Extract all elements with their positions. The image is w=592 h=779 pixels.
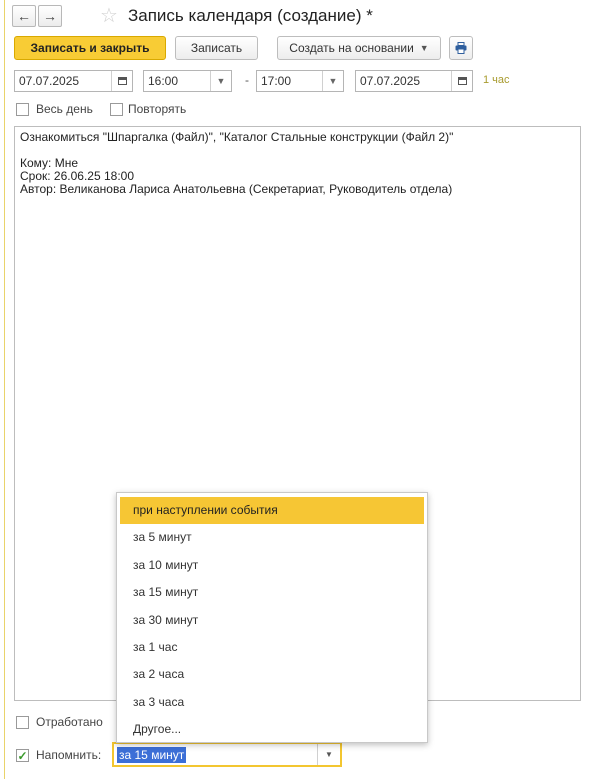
chevron-down-icon: ▼	[419, 43, 429, 53]
remind-checkbox[interactable]	[16, 749, 29, 762]
dropdown-option[interactable]: за 1 час	[133, 639, 178, 654]
dropdown-option[interactable]: при наступлении события	[120, 497, 424, 524]
chevron-down-icon[interactable]: ▼	[210, 71, 231, 91]
chevron-down-icon[interactable]: ▼	[322, 71, 343, 91]
all-day-checkbox[interactable]	[16, 103, 29, 116]
save-label: Записать	[190, 41, 243, 55]
duration-label: 1 час	[483, 74, 510, 86]
remind-dropdown-list	[116, 492, 428, 743]
repeat-checkbox[interactable]	[110, 103, 123, 116]
print-button[interactable]	[449, 36, 473, 60]
description-textarea[interactable]: Ознакомиться "Шпаргалка (Файл)", "Каталог Стальные конструкции (Файл 2)" Кому: Мне Срок: 26.06.25 18:00 Автор: Великанова Лариса Анатольевна (Секретариат, Руководитель отдела)	[14, 126, 581, 701]
end-time-value: 17:00	[261, 74, 292, 88]
calendar-icon[interactable]	[451, 71, 472, 91]
done-checkbox[interactable]	[16, 716, 29, 729]
printer-icon	[455, 42, 467, 54]
favorite-star-icon[interactable]: ☆	[100, 5, 118, 27]
dropdown-option[interactable]: за 10 минут	[133, 557, 199, 572]
calendar-icon[interactable]	[111, 71, 132, 91]
start-date-field[interactable]	[14, 70, 133, 92]
save-button[interactable]	[175, 36, 258, 60]
forward-button[interactable]	[38, 5, 62, 27]
remind-value[interactable]: за 15 минут	[119, 748, 185, 762]
save-and-close-label: Записать и закрыть	[30, 41, 150, 55]
done-label: Отработано	[36, 715, 103, 729]
dropdown-option[interactable]: Другое...	[133, 722, 182, 737]
dropdown-option[interactable]: за 30 минут	[133, 612, 199, 627]
back-button[interactable]	[12, 5, 36, 27]
save-and-close-button[interactable]	[14, 36, 166, 60]
remind-label: Напомнить:	[36, 748, 102, 762]
repeat-label: Повторять	[128, 102, 187, 116]
chevron-down-icon[interactable]: ▼	[317, 744, 340, 765]
dropdown-option[interactable]: за 5 минут	[133, 530, 192, 545]
arrow-left-icon: ←	[17, 8, 31, 24]
dropdown-option[interactable]: за 3 часа	[133, 694, 185, 709]
start-time-value: 16:00	[148, 74, 179, 88]
create-based-on-button[interactable]	[277, 36, 441, 60]
remind-select[interactable]	[112, 742, 342, 767]
start-time-field[interactable]	[143, 70, 232, 92]
create-based-on-label: Создать на основании	[289, 41, 414, 55]
start-date-value: 07.07.2025	[19, 74, 80, 88]
dropdown-option[interactable]: за 2 часа	[133, 667, 185, 682]
page-title: Запись календаря (создание) *	[128, 6, 373, 25]
window-edge	[4, 0, 5, 779]
checkmark-icon: ✓	[17, 748, 28, 763]
time-separator: -	[245, 73, 249, 87]
end-date-field[interactable]	[355, 70, 473, 92]
all-day-label: Весь день	[36, 102, 93, 116]
dropdown-option[interactable]: за 15 минут	[133, 585, 199, 600]
end-date-value: 07.07.2025	[360, 74, 421, 88]
end-time-field[interactable]	[256, 70, 344, 92]
arrow-right-icon: →	[43, 8, 57, 24]
